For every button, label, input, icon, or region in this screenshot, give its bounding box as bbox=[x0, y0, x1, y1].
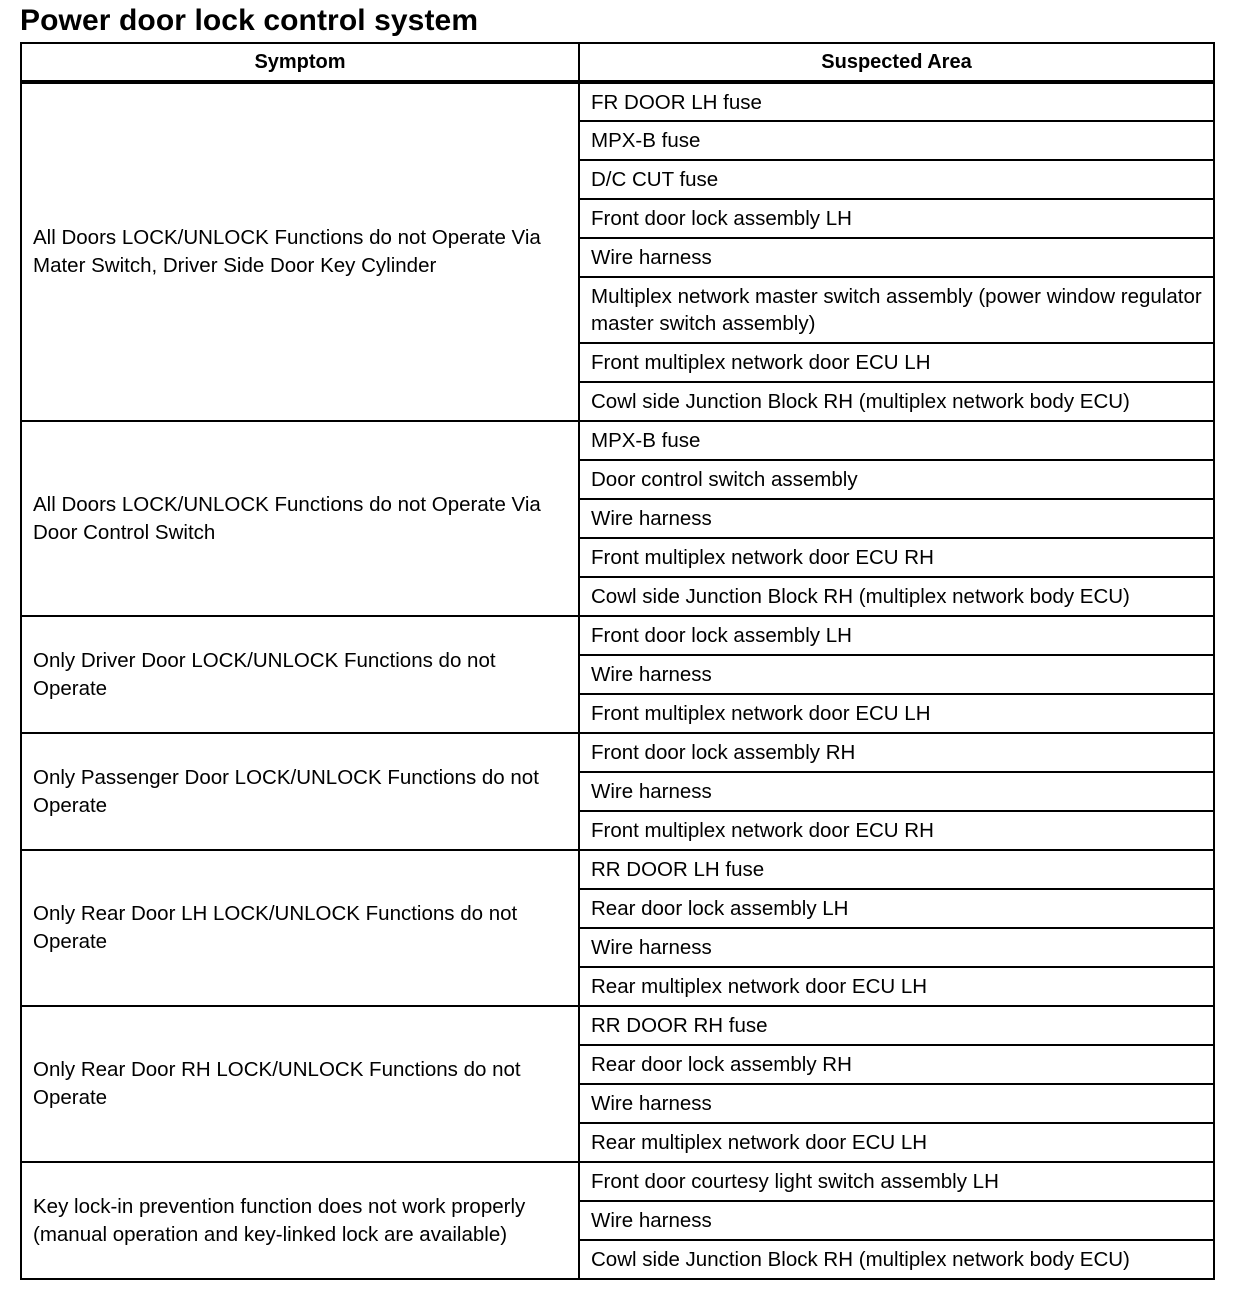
suspected-area-cell: Door control switch assembly bbox=[579, 460, 1214, 499]
suspected-area-cell: Cowl side Junction Block RH (multiplex network body ECU) bbox=[579, 382, 1214, 421]
table-row bbox=[21, 82, 1214, 121]
suspected-area-column-header: Suspected Area bbox=[579, 43, 1214, 82]
symptom-cell: All Doors LOCK/UNLOCK Functions do not Operate Via Mater Switch, Driver Side Door Key Cylinder bbox=[21, 82, 579, 421]
suspected-area-cell: FR DOOR LH fuse bbox=[579, 82, 1214, 121]
table-row bbox=[21, 1006, 1214, 1045]
suspected-area-cell: Front multiplex network door ECU LH bbox=[579, 343, 1214, 382]
suspected-area-cell: Rear door lock assembly RH bbox=[579, 1045, 1214, 1084]
suspected-area-cell: Wire harness bbox=[579, 928, 1214, 967]
suspected-area-cell: Cowl side Junction Block RH (multiplex network body ECU) bbox=[579, 577, 1214, 616]
symptom-cell: Key lock-in prevention function does not work properly (manual operation and key-linked lock are available) bbox=[21, 1162, 579, 1279]
suspected-area-cell: Wire harness bbox=[579, 772, 1214, 811]
suspected-area-cell: Rear multiplex network door ECU LH bbox=[579, 1123, 1214, 1162]
symptom-column-header: Symptom bbox=[21, 43, 579, 82]
suspected-area-cell: MPX-B fuse bbox=[579, 421, 1214, 460]
suspected-area-cell: Front multiplex network door ECU RH bbox=[579, 811, 1214, 850]
symptom-cell: All Doors LOCK/UNLOCK Functions do not Operate Via Door Control Switch bbox=[21, 421, 579, 616]
suspected-area-cell: Wire harness bbox=[579, 238, 1214, 277]
suspected-area-cell: Rear multiplex network door ECU LH bbox=[579, 967, 1214, 1006]
suspected-area-cell: Wire harness bbox=[579, 1201, 1214, 1240]
table-header-row bbox=[21, 43, 1214, 82]
symptom-cell: Only Rear Door LH LOCK/UNLOCK Functions do not Operate bbox=[21, 850, 579, 1006]
symptom-cell: Only Driver Door LOCK/UNLOCK Functions do not Operate bbox=[21, 616, 579, 733]
suspected-area-cell: Front door lock assembly LH bbox=[579, 616, 1214, 655]
suspected-area-cell: RR DOOR LH fuse bbox=[579, 850, 1214, 889]
suspected-area-cell: Multiplex network master switch assembly (power window regulator master switch assembly) bbox=[579, 277, 1214, 343]
suspected-area-cell: D/C CUT fuse bbox=[579, 160, 1214, 199]
suspected-area-cell: Front multiplex network door ECU LH bbox=[579, 694, 1214, 733]
suspected-area-cell: Front door lock assembly RH bbox=[579, 733, 1214, 772]
symptom-cell: Only Rear Door RH LOCK/UNLOCK Functions do not Operate bbox=[21, 1006, 579, 1162]
table-row bbox=[21, 616, 1214, 655]
suspected-area-cell: MPX-B fuse bbox=[579, 121, 1214, 160]
suspected-area-cell: Front door lock assembly LH bbox=[579, 199, 1214, 238]
suspected-area-cell: Front multiplex network door ECU RH bbox=[579, 538, 1214, 577]
table-row bbox=[21, 1162, 1214, 1201]
table-row bbox=[21, 850, 1214, 889]
symptom-cell: Only Passenger Door LOCK/UNLOCK Functions do not Operate bbox=[21, 733, 579, 850]
suspected-area-cell: Wire harness bbox=[579, 655, 1214, 694]
suspected-area-cell: RR DOOR RH fuse bbox=[579, 1006, 1214, 1045]
suspected-area-cell: Rear door lock assembly LH bbox=[579, 889, 1214, 928]
suspected-area-cell: Wire harness bbox=[579, 1084, 1214, 1123]
suspected-area-cell: Wire harness bbox=[579, 499, 1214, 538]
table-row bbox=[21, 733, 1214, 772]
suspected-area-cell: Cowl side Junction Block RH (multiplex network body ECU) bbox=[579, 1240, 1214, 1279]
page-title: Power door lock control system bbox=[20, 4, 479, 37]
symptom-table bbox=[20, 42, 1215, 1280]
table-row bbox=[21, 421, 1214, 460]
suspected-area-cell: Front door courtesy light switch assembly LH bbox=[579, 1162, 1214, 1201]
